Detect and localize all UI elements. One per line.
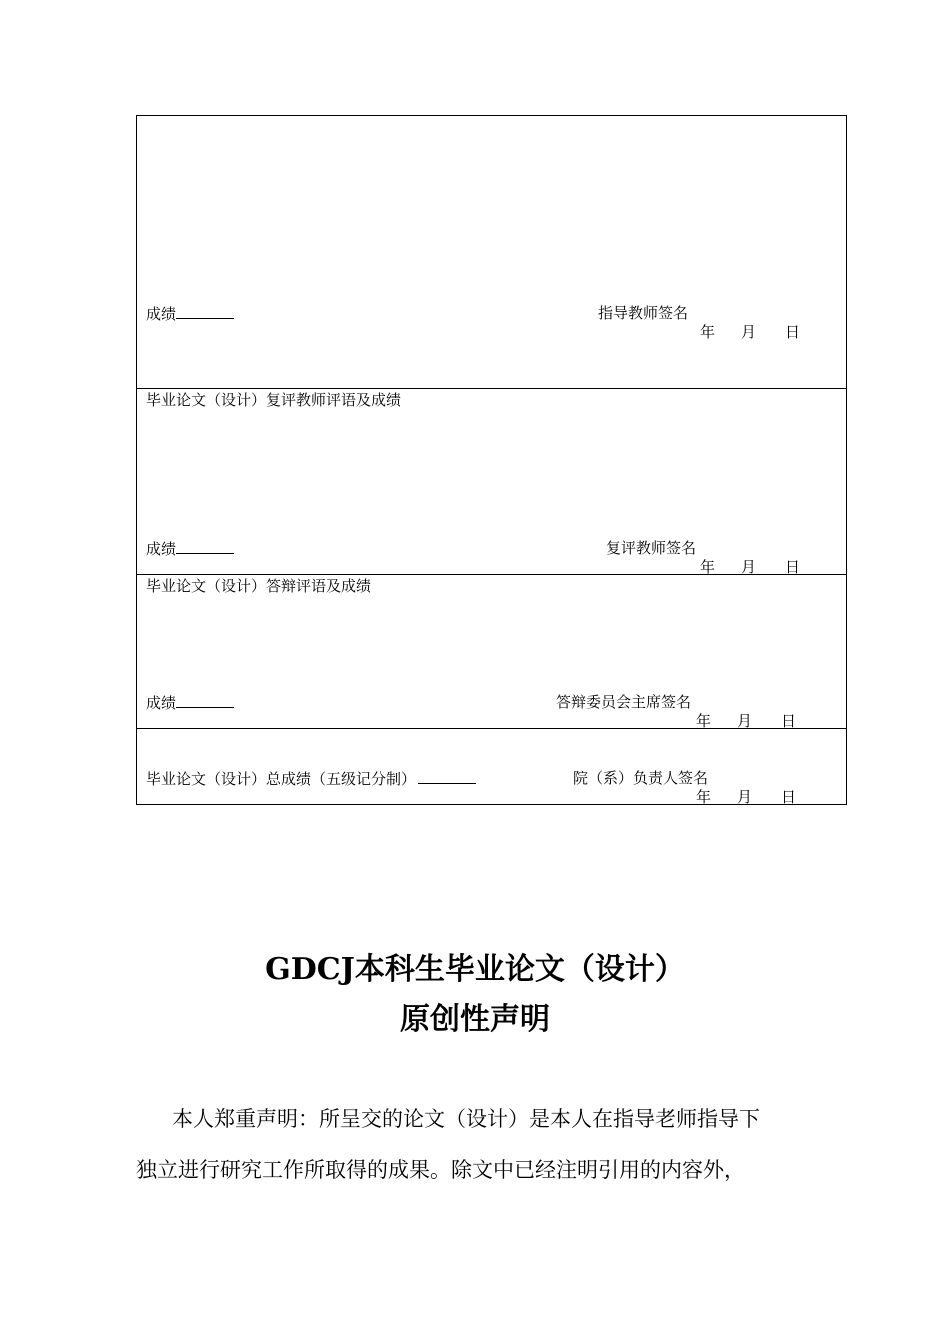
grade-table [136,115,847,805]
reviewer-date-month: 月 [741,558,757,576]
dean-signature-label: 院（系）负责人签名 [573,769,709,787]
advisor-date-year: 年 [700,323,716,341]
grade-blank[interactable] [176,539,234,554]
reviewer-comment-row [137,388,846,574]
total-grade-row [137,728,846,804]
declaration-line-2: 独立进行研究工作所取得的成果。除文中已经注明引用的内容外， [136,1158,745,1182]
declaration-subtitle: 原创性声明 [400,1002,550,1037]
total-grade-label: 毕业论文（设计）总成绩（五级记分制） [146,770,417,788]
declaration-line-1: 本人郑重声明：所呈交的论文（设计）是本人在指导老师指导下 [172,1107,760,1131]
grade-label: 成绩 [146,694,177,712]
dean-date-day: 日 [781,788,797,806]
reviewer-date-year: 年 [700,558,716,576]
reviewer-grade [146,539,234,558]
reviewer-date-day: 日 [785,558,801,576]
total-grade-blank[interactable] [418,769,476,784]
advisor-grade [146,304,234,323]
reviewer-heading: 毕业论文（设计）复评教师评语及成绩 [146,391,402,409]
defense-grade [146,693,234,712]
grade-blank[interactable] [176,693,234,708]
advisor-comment-row [137,116,846,388]
defense-heading: 毕业论文（设计）答辩评语及成绩 [146,577,372,595]
grade-label: 成绩 [146,540,177,558]
reviewer-signature-label: 复评教师签名 [606,539,697,557]
defense-signature-label: 答辩委员会主席签名 [556,693,692,711]
grade-label: 成绩 [146,305,177,323]
advisor-date-month: 月 [741,323,757,341]
total-grade [146,769,476,788]
dean-date-month: 月 [737,788,753,806]
defense-date-month: 月 [737,712,753,730]
grade-blank[interactable] [176,304,234,319]
dean-date-year: 年 [696,788,712,806]
defense-comment-row [137,574,846,728]
advisor-signature-label: 指导教师签名 [598,304,689,322]
declaration-title: GDCJ本科生毕业论文（设计） [265,952,685,987]
defense-date-year: 年 [696,712,712,730]
advisor-date-day: 日 [785,323,801,341]
defense-date-day: 日 [781,712,797,730]
